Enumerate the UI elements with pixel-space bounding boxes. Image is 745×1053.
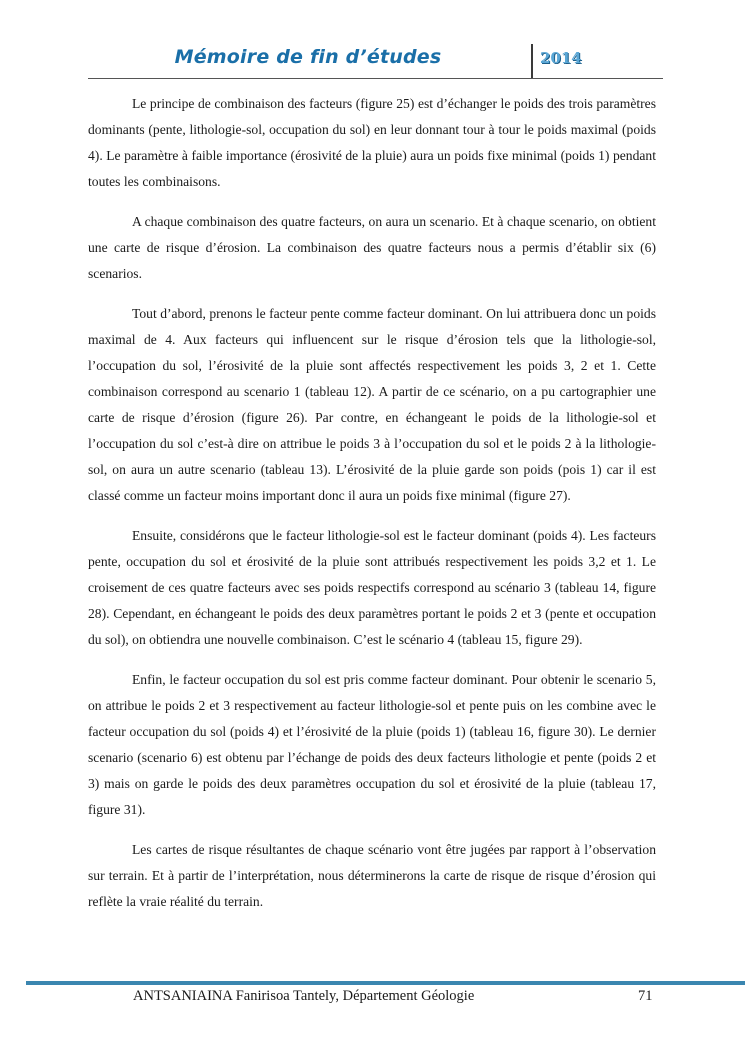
- paragraph-land-use-dominant: Enfin, le facteur occupation du sol est pris comme facteur dominant. Pour obtenir le scenario 5, on attribue le poids 2 et 3 respectivement au facteur lithologie-sol et pente puis on les combine avec le facteur occupation du sol (poids 4) et l’érosivité de la pluie (poids 1) (tableau 16, figure 30). Le dernier scenario (scenario 6) est obtenu par l’échange de poids des deux facteurs lithologie et pente (poids 2 et 3) mais on garde le poids des deux paramètres occupation du sol et érosivité de la pluie (tableau 17, figure 31).: [88, 672, 656, 817]
- page-number: 71: [638, 988, 653, 1004]
- paragraph-slope-dominant: Tout d’abord, prenons le facteur pente comme facteur dominant. On lui attribuera donc un poids maximal de 4. Aux facteurs qui influencent sur le risque d’érosion tels que la lithologie-sol, l’occupation du sol, l’érosivité de la pluie sont affectés respectivement les poids 3, 2 et 1. Cette combinaison correspond au scenario 1 (tableau 12). A partir de ce scénario, on a pu cartographier une carte de risque d’érosion (figure 26). Par contre, en échangeant le poids de la lithologie-sol et l’occupation du sol c’est-à dire on attribue le poids 3 à l’occupation du sol et le poids 2 à la lithologie-sol, on aura un autre scenario (tableau 13). L’érosivité de la pluie garde son poids (pois 1) car il est classé comme un facteur moins important donc il aura un poids fixe minimal (figure 27).: [88, 306, 656, 503]
- header-year: 2014: [540, 49, 582, 67]
- header-title: Mémoire de fin d’études: [174, 46, 442, 68]
- footer-author: ANTSANIAINA Fanirisoa Tantely, Département Géologie: [133, 988, 475, 1004]
- page-header: [88, 40, 663, 78]
- paragraph-combination-principle: Le principe de combinaison des facteurs (figure 25) est d’échanger le poids des trois paramètres dominants (pente, lithologie-sol, occupation du sol) en leur donnant tour à tour le poids maximal (poids 4). Le paramètre à faible importance (érosivité de la pluie) aura un poids fixe minimal (poids 1) pendant toutes les combinaisons.: [88, 96, 656, 189]
- header-rule: [88, 78, 663, 79]
- footer-rule: [26, 981, 745, 985]
- header-divider: [531, 44, 533, 78]
- paragraph-lithology-dominant: Ensuite, considérons que le facteur lithologie-sol est le facteur dominant (poids 4). Les facteurs pente, occupation du sol et érosivité de la pluie sont attribués respectivement les poids 3,2 et 1. Le croisement de ces quatre facteurs avec ses poids respectifs correspond au scénario 3 (tableau 14, figure 28). Cependant, en échangeant le poids des deux paramètres portant le poids 2 et 3 (pente et occupation du sol), on obtiendra une nouvelle combinaison. C’est le scénario 4 (tableau 15, figure 29).: [88, 528, 656, 647]
- paragraph-scenarios: A chaque combinaison des quatre facteurs, on aura un scenario. Et à chaque scenario, on obtient une carte de risque d’érosion. La combinaison des quatre facteurs nous a permis d’établir six (6) scenarios.: [88, 214, 656, 281]
- paragraph-conclusion: Les cartes de risque résultantes de chaque scénario vont être jugées par rapport à l’observation sur terrain. Et à partir de l’interprétation, nous déterminerons la carte de risque de risque d’érosion qui reflète la vraie réalité du terrain.: [88, 842, 656, 909]
- body-text: [88, 91, 656, 929]
